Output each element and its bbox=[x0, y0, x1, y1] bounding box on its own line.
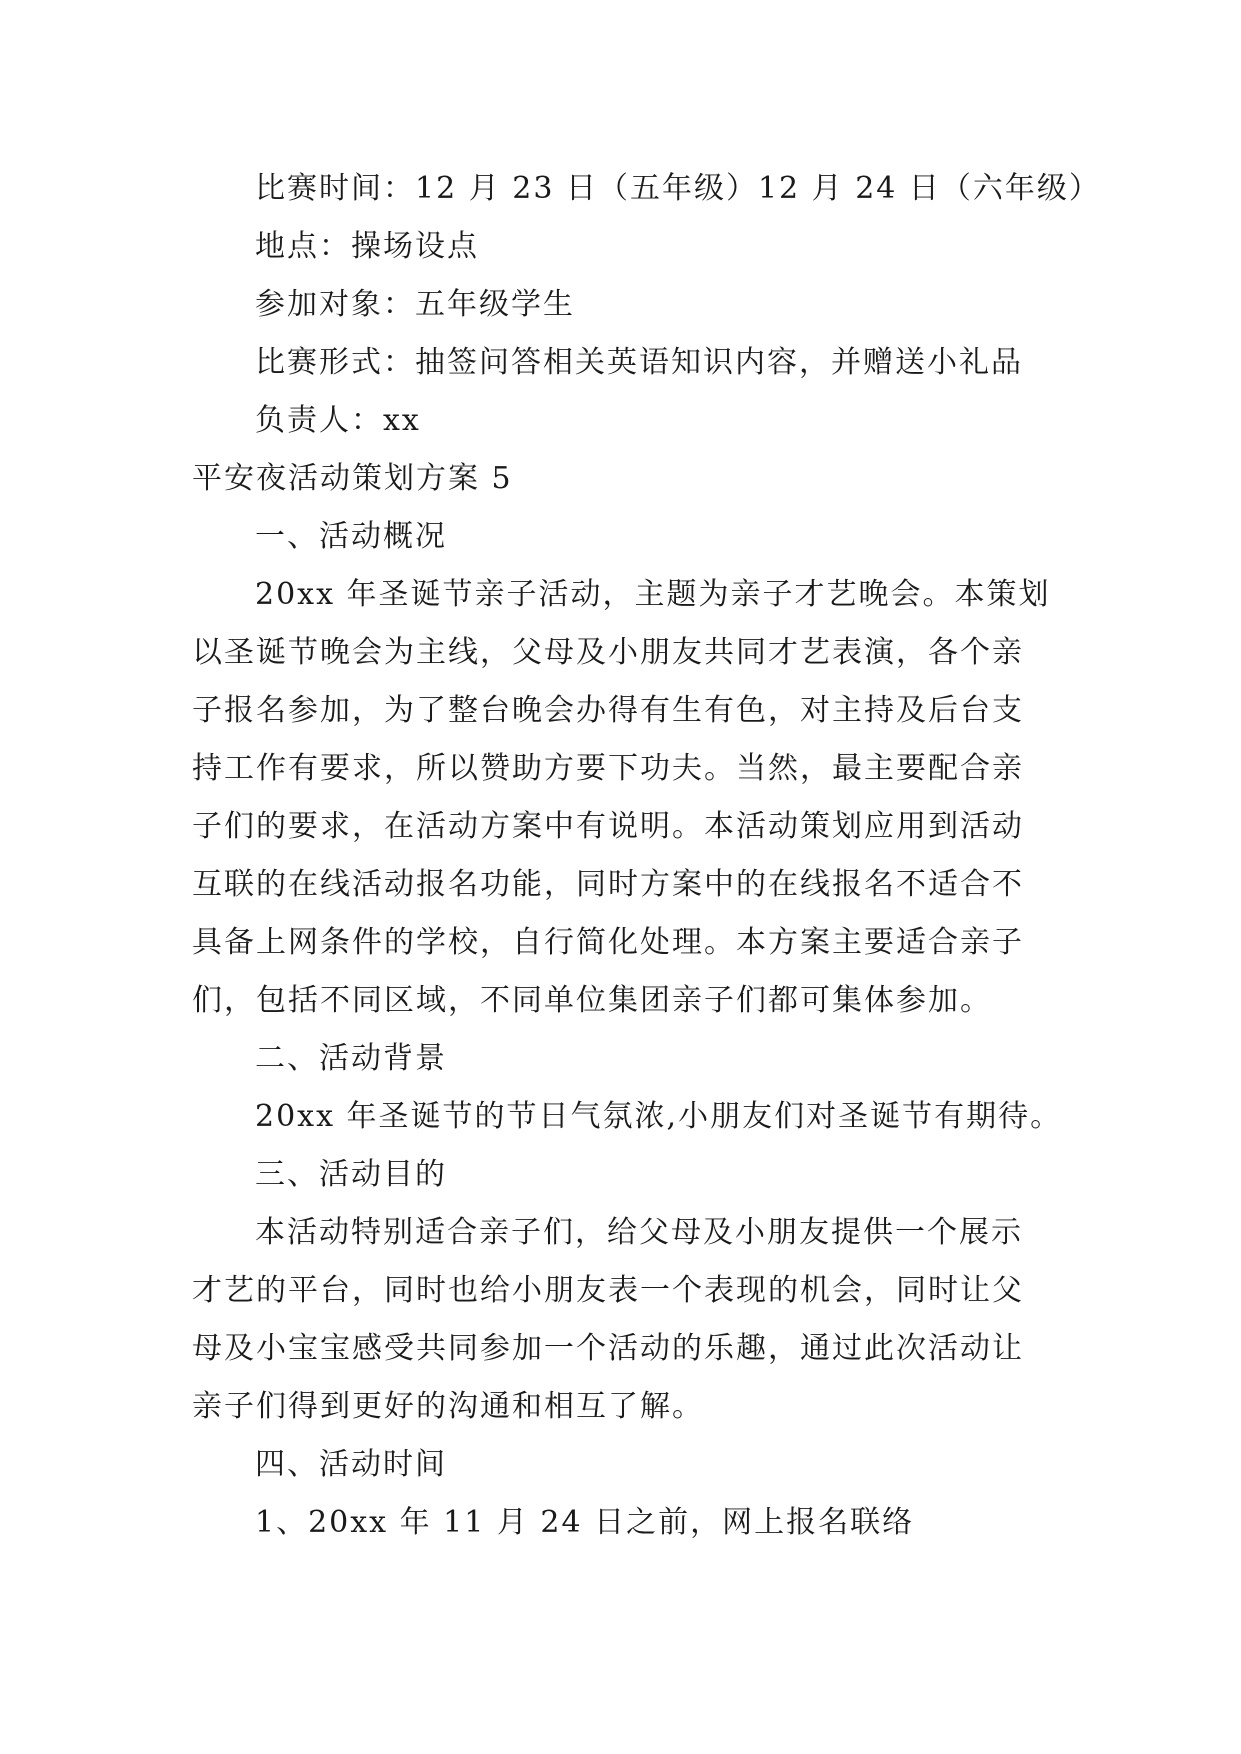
paragraph-line: 具备上网条件的学校，自行简化处理。本方案主要适合亲子 bbox=[192, 925, 1024, 960]
document-body bbox=[192, 160, 1101, 1552]
section-heading: 三、活动目的 bbox=[255, 1157, 447, 1192]
paragraph-line: 互联的在线活动报名功能，同时方案中的在线报名不适合不 bbox=[192, 867, 1024, 902]
text-line: 参加对象：五年级学生 bbox=[255, 287, 575, 322]
paragraph-line: 子报名参加，为了整台晚会办得有生有色，对主持及后台支 bbox=[192, 693, 1024, 728]
paragraph-line: 20xx 年圣诞节亲子活动，主题为亲子才艺晚会。本策划 bbox=[255, 577, 1051, 612]
paragraph-line: 们，包括不同区域，不同单位集团亲子们都可集体参加。 bbox=[192, 983, 992, 1018]
text-line: 比赛时间：12 月 23 日（五年级）12 月 24 日（六年级） bbox=[255, 171, 1101, 206]
paragraph-line: 本活动特别适合亲子们，给父母及小朋友提供一个展示 bbox=[255, 1215, 1023, 1250]
text-line: 比赛形式：抽签问答相关英语知识内容，并赠送小礼品 bbox=[255, 345, 1023, 380]
paragraph-line: 持工作有要求，所以赞助方要下功夫。当然，最主要配合亲 bbox=[192, 751, 1024, 786]
paragraph-line: 1、20xx 年 11 月 24 日之前，网上报名联络 bbox=[255, 1505, 915, 1540]
paragraph-line: 子们的要求，在活动方案中有说明。本活动策划应用到活动 bbox=[192, 809, 1024, 844]
text-line: 地点：操场设点 bbox=[255, 229, 479, 264]
section-heading: 二、活动背景 bbox=[255, 1041, 447, 1076]
paragraph-line: 20xx 年圣诞节的节日气氛浓,小朋友们对圣诞节有期待。 bbox=[255, 1099, 1063, 1134]
paragraph-line: 亲子们得到更好的沟通和相互了解。 bbox=[192, 1389, 704, 1424]
section-heading: 一、活动概况 bbox=[255, 519, 447, 554]
paragraph-line: 才艺的平台，同时也给小朋友表一个表现的机会，同时让父 bbox=[192, 1273, 1024, 1308]
section-title: 平安夜活动策划方案 5 bbox=[192, 461, 513, 496]
paragraph-line: 以圣诞节晚会为主线，父母及小朋友共同才艺表演，各个亲 bbox=[192, 635, 1024, 670]
paragraph-line: 母及小宝宝感受共同参加一个活动的乐趣，通过此次活动让 bbox=[192, 1331, 1024, 1366]
section-heading: 四、活动时间 bbox=[255, 1447, 447, 1482]
text-line: 负责人：xx bbox=[255, 403, 421, 438]
